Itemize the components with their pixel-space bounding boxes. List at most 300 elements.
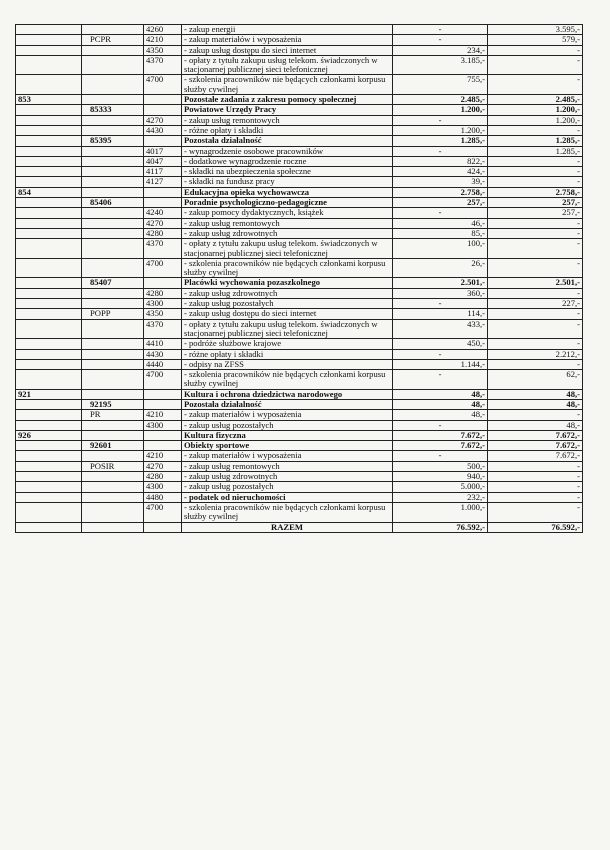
division-cell bbox=[16, 441, 82, 451]
description-cell: - szkolenia pracowników nie będących członkami korpusu służby cywilnej bbox=[182, 75, 393, 95]
paragraph-cell: 4047 bbox=[144, 156, 182, 166]
table-row bbox=[16, 228, 583, 238]
paragraph-cell bbox=[144, 430, 182, 440]
paragraph-cell bbox=[144, 105, 182, 115]
increase-amount-cell: 257,- bbox=[488, 208, 583, 218]
description-cell: - zakup usług zdrowotnych bbox=[182, 228, 393, 238]
chapter-cell bbox=[82, 167, 144, 177]
total-row bbox=[16, 522, 583, 532]
increase-amount-cell: - bbox=[488, 167, 583, 177]
division-cell bbox=[16, 359, 82, 369]
table-row bbox=[16, 218, 583, 228]
description-cell: - podatek od nieruchomości bbox=[182, 492, 393, 502]
chapter-cell bbox=[82, 75, 144, 95]
division-cell bbox=[16, 156, 82, 166]
paragraph-cell: 4440 bbox=[144, 359, 182, 369]
increase-amount-cell: - bbox=[488, 319, 583, 339]
decrease-amount-cell: 822,- bbox=[393, 156, 488, 166]
decrease-amount-cell: 232,- bbox=[393, 492, 488, 502]
division-cell bbox=[16, 35, 82, 45]
division-cell bbox=[16, 105, 82, 115]
increase-amount-cell: 1.200,- bbox=[488, 115, 583, 125]
description-cell: - składki na fundusz pracy bbox=[182, 177, 393, 187]
decrease-amount-cell: - bbox=[393, 370, 488, 390]
division-cell bbox=[16, 349, 82, 359]
division-cell bbox=[16, 55, 82, 75]
increase-amount-cell: 3.595,- bbox=[488, 25, 583, 35]
table-row bbox=[16, 75, 583, 95]
table-row bbox=[16, 339, 583, 349]
decrease-amount-cell: - bbox=[393, 349, 488, 359]
division-cell bbox=[16, 278, 82, 288]
paragraph-cell: 4370 bbox=[144, 239, 182, 259]
description-cell: Kultura fizyczna bbox=[182, 430, 393, 440]
table-row bbox=[16, 359, 583, 369]
description-cell: - składki na ubezpieczenia społeczne bbox=[182, 167, 393, 177]
table-row bbox=[16, 349, 583, 359]
paragraph-cell: 4350 bbox=[144, 45, 182, 55]
table-row bbox=[16, 370, 583, 390]
paragraph-cell: 4700 bbox=[144, 502, 182, 522]
division-cell bbox=[16, 228, 82, 238]
paragraph-cell: 4410 bbox=[144, 339, 182, 349]
paragraph-cell bbox=[144, 136, 182, 146]
chapter-cell bbox=[82, 492, 144, 502]
increase-amount-cell: - bbox=[488, 461, 583, 471]
decrease-amount-cell: - bbox=[393, 115, 488, 125]
decrease-amount-cell: 3.185,- bbox=[393, 55, 488, 75]
chapter-cell: PCPR bbox=[82, 35, 144, 45]
decrease-amount-cell: - bbox=[393, 25, 488, 35]
paragraph-cell: 4300 bbox=[144, 299, 182, 309]
paragraph-cell bbox=[144, 389, 182, 399]
decrease-amount-cell: 76.592,- bbox=[393, 522, 488, 532]
paragraph-cell: 4430 bbox=[144, 349, 182, 359]
chapter-cell bbox=[82, 95, 144, 105]
table-row bbox=[16, 115, 583, 125]
decrease-amount-cell: 1.200,- bbox=[393, 125, 488, 135]
description-cell: - wynagrodzenie osobowe pracowników bbox=[182, 146, 393, 156]
section-row bbox=[16, 430, 583, 440]
table-row bbox=[16, 25, 583, 35]
chapter-cell bbox=[82, 156, 144, 166]
chapter-cell: POPP bbox=[82, 309, 144, 319]
increase-amount-cell: 48,- bbox=[488, 420, 583, 430]
paragraph-cell: 4370 bbox=[144, 55, 182, 75]
decrease-amount-cell: - bbox=[393, 299, 488, 309]
division-cell bbox=[16, 177, 82, 187]
chapter-cell bbox=[82, 25, 144, 35]
description-cell: - dodatkowe wynagrodzenie roczne bbox=[182, 156, 393, 166]
description-cell: Poradnie psychologiczno-pedagogiczne bbox=[182, 198, 393, 208]
chapter-cell bbox=[82, 522, 144, 532]
increase-amount-cell: - bbox=[488, 309, 583, 319]
paragraph-cell: 4117 bbox=[144, 167, 182, 177]
description-cell: - zakup materiałów i wyposażenia bbox=[182, 451, 393, 461]
paragraph-cell: 4370 bbox=[144, 319, 182, 339]
chapter-cell: 85395 bbox=[82, 136, 144, 146]
division-cell bbox=[16, 370, 82, 390]
chapter-cell bbox=[82, 420, 144, 430]
section-row bbox=[16, 389, 583, 399]
paragraph-cell: 4700 bbox=[144, 370, 182, 390]
description-cell: Edukacyjna opieka wychowawcza bbox=[182, 187, 393, 197]
decrease-amount-cell: 424,- bbox=[393, 167, 488, 177]
division-cell bbox=[16, 258, 82, 278]
description-cell: - szkolenia pracowników nie będących członkami korpusu służby cywilnej bbox=[182, 258, 393, 278]
division-cell bbox=[16, 451, 82, 461]
division-cell bbox=[16, 239, 82, 259]
budget-table bbox=[15, 24, 583, 533]
increase-amount-cell: - bbox=[488, 410, 583, 420]
decrease-amount-cell: 433,- bbox=[393, 319, 488, 339]
table-row bbox=[16, 45, 583, 55]
division-cell bbox=[16, 136, 82, 146]
increase-amount-cell: 2.485,- bbox=[488, 95, 583, 105]
paragraph-cell: 4350 bbox=[144, 309, 182, 319]
table-row bbox=[16, 410, 583, 420]
division-cell bbox=[16, 522, 82, 532]
chapter-cell bbox=[82, 451, 144, 461]
division-cell: 926 bbox=[16, 430, 82, 440]
increase-amount-cell: 76.592,- bbox=[488, 522, 583, 532]
paragraph-cell bbox=[144, 198, 182, 208]
description-cell: - zakup materiałów i wyposażenia bbox=[182, 410, 393, 420]
table-row bbox=[16, 239, 583, 259]
chapter-cell bbox=[82, 430, 144, 440]
decrease-amount-cell: 48,- bbox=[393, 389, 488, 399]
decrease-amount-cell: 1.200,- bbox=[393, 105, 488, 115]
decrease-amount-cell: 48,- bbox=[393, 410, 488, 420]
table-row bbox=[16, 461, 583, 471]
chapter-cell bbox=[82, 177, 144, 187]
division-cell: 854 bbox=[16, 187, 82, 197]
chapter-cell bbox=[82, 218, 144, 228]
description-cell: - zakup usług dostępu do sieci internet bbox=[182, 309, 393, 319]
chapter-cell bbox=[82, 125, 144, 135]
decrease-amount-cell: 26,- bbox=[393, 258, 488, 278]
increase-amount-cell: - bbox=[488, 492, 583, 502]
division-cell bbox=[16, 472, 82, 482]
description-cell: - zakup pomocy dydaktycznych, książek bbox=[182, 208, 393, 218]
increase-amount-cell: 1.285,- bbox=[488, 136, 583, 146]
description-cell: - opłaty z tytułu zakupu usług telekom. świadczonych w stacjonarnej publicznej sieci telefonicznej bbox=[182, 239, 393, 259]
description-cell: - szkolenia pracowników nie będących członkami korpusu służby cywilnej bbox=[182, 502, 393, 522]
division-cell bbox=[16, 319, 82, 339]
description-cell: - szkolenia pracowników nie będących członkami korpusu służby cywilnej bbox=[182, 370, 393, 390]
division-cell bbox=[16, 461, 82, 471]
chapter-cell bbox=[82, 472, 144, 482]
increase-amount-cell: - bbox=[488, 258, 583, 278]
paragraph-cell bbox=[144, 522, 182, 532]
paragraph-cell: 4300 bbox=[144, 420, 182, 430]
table-row bbox=[16, 420, 583, 430]
table-row bbox=[16, 167, 583, 177]
division-cell bbox=[16, 399, 82, 409]
chapter-cell: 85407 bbox=[82, 278, 144, 288]
chapter-cell bbox=[82, 258, 144, 278]
division-cell bbox=[16, 482, 82, 492]
increase-amount-cell: 257,- bbox=[488, 198, 583, 208]
decrease-amount-cell: 500,- bbox=[393, 461, 488, 471]
paragraph-cell: 4260 bbox=[144, 25, 182, 35]
decrease-amount-cell: 2.758,- bbox=[393, 187, 488, 197]
description-cell: - opłaty z tytułu zakupu usług telekom. świadczonych w stacjonarnej publicznej sieci telefonicznej bbox=[182, 55, 393, 75]
table-row bbox=[16, 156, 583, 166]
chapter-cell bbox=[82, 319, 144, 339]
description-cell: - zakup usług pozostałych bbox=[182, 420, 393, 430]
decrease-amount-cell: 234,- bbox=[393, 45, 488, 55]
increase-amount-cell: - bbox=[488, 218, 583, 228]
paragraph-cell: 4210 bbox=[144, 410, 182, 420]
decrease-amount-cell: 450,- bbox=[393, 339, 488, 349]
decrease-amount-cell: 5.000,- bbox=[393, 482, 488, 492]
description-cell: - różne opłaty i składki bbox=[182, 125, 393, 135]
paragraph-cell bbox=[144, 187, 182, 197]
section-row bbox=[16, 187, 583, 197]
decrease-amount-cell: 360,- bbox=[393, 288, 488, 298]
decrease-amount-cell: 48,- bbox=[393, 399, 488, 409]
table-row bbox=[16, 55, 583, 75]
table-row bbox=[16, 482, 583, 492]
division-cell bbox=[16, 167, 82, 177]
decrease-amount-cell: 2.501,- bbox=[393, 278, 488, 288]
description-cell: Placówki wychowania pozaszkolnego bbox=[182, 278, 393, 288]
increase-amount-cell: - bbox=[488, 359, 583, 369]
increase-amount-cell: 7.672,- bbox=[488, 430, 583, 440]
paragraph-cell: 4270 bbox=[144, 218, 182, 228]
description-cell: - zakup usług zdrowotnych bbox=[182, 472, 393, 482]
chapter-cell bbox=[82, 208, 144, 218]
description-cell: - zakup energii bbox=[182, 25, 393, 35]
table-row bbox=[16, 451, 583, 461]
description-cell: - opłaty z tytułu zakupu usług telekom. świadczonych w stacjonarnej publicznej sieci telefonicznej bbox=[182, 319, 393, 339]
increase-amount-cell: - bbox=[488, 75, 583, 95]
chapter-cell bbox=[82, 370, 144, 390]
decrease-amount-cell: - bbox=[393, 208, 488, 218]
increase-amount-cell: 48,- bbox=[488, 399, 583, 409]
chapter-cell bbox=[82, 187, 144, 197]
chapter-cell: 92195 bbox=[82, 399, 144, 409]
decrease-amount-cell: 85,- bbox=[393, 228, 488, 238]
table-row bbox=[16, 258, 583, 278]
description-cell: - odpisy na ZFSS bbox=[182, 359, 393, 369]
division-cell bbox=[16, 299, 82, 309]
description-cell: Pozostała działalność bbox=[182, 136, 393, 146]
increase-amount-cell: 7.672,- bbox=[488, 451, 583, 461]
division-cell bbox=[16, 198, 82, 208]
chapter-cell bbox=[82, 339, 144, 349]
increase-amount-cell: 1.200,- bbox=[488, 105, 583, 115]
chapter-cell: 92601 bbox=[82, 441, 144, 451]
division-cell bbox=[16, 125, 82, 135]
decrease-amount-cell: 39,- bbox=[393, 177, 488, 187]
division-cell bbox=[16, 410, 82, 420]
description-cell: - zakup materiałów i wyposażenia bbox=[182, 35, 393, 45]
paragraph-cell bbox=[144, 95, 182, 105]
increase-amount-cell: 62,- bbox=[488, 370, 583, 390]
increase-amount-cell: 2.212,- bbox=[488, 349, 583, 359]
increase-amount-cell: - bbox=[488, 45, 583, 55]
chapter-cell bbox=[82, 389, 144, 399]
decrease-amount-cell: 100,- bbox=[393, 239, 488, 259]
table-row bbox=[16, 319, 583, 339]
chapter-cell: POSIR bbox=[82, 461, 144, 471]
paragraph-cell: 4280 bbox=[144, 228, 182, 238]
section-row bbox=[16, 136, 583, 146]
increase-amount-cell: - bbox=[488, 288, 583, 298]
division-cell: 921 bbox=[16, 389, 82, 399]
decrease-amount-cell: 7.672,- bbox=[393, 441, 488, 451]
division-cell bbox=[16, 115, 82, 125]
decrease-amount-cell: - bbox=[393, 35, 488, 45]
chapter-cell: 85333 bbox=[82, 105, 144, 115]
description-cell: RAZEM bbox=[182, 522, 393, 532]
division-cell: 853 bbox=[16, 95, 82, 105]
increase-amount-cell: - bbox=[488, 228, 583, 238]
increase-amount-cell: 1.285,- bbox=[488, 146, 583, 156]
chapter-cell bbox=[82, 55, 144, 75]
table-row bbox=[16, 299, 583, 309]
increase-amount-cell: - bbox=[488, 239, 583, 259]
increase-amount-cell: - bbox=[488, 125, 583, 135]
paragraph-cell: 4210 bbox=[144, 35, 182, 45]
paragraph-cell: 4280 bbox=[144, 288, 182, 298]
description-cell: - zakup usług remontowych bbox=[182, 218, 393, 228]
description-cell: Powiatowe Urzędy Pracy bbox=[182, 105, 393, 115]
increase-amount-cell: 227,- bbox=[488, 299, 583, 309]
increase-amount-cell: - bbox=[488, 502, 583, 522]
paragraph-cell bbox=[144, 399, 182, 409]
paragraph-cell: 4270 bbox=[144, 461, 182, 471]
increase-amount-cell: 579,- bbox=[488, 35, 583, 45]
section-row bbox=[16, 198, 583, 208]
increase-amount-cell: 7.672,- bbox=[488, 441, 583, 451]
chapter-cell bbox=[82, 288, 144, 298]
division-cell bbox=[16, 288, 82, 298]
description-cell: Obiekty sportowe bbox=[182, 441, 393, 451]
section-row bbox=[16, 278, 583, 288]
decrease-amount-cell: 755,- bbox=[393, 75, 488, 95]
decrease-amount-cell: 46,- bbox=[393, 218, 488, 228]
paragraph-cell: 4480 bbox=[144, 492, 182, 502]
description-cell: - zakup usług pozostałych bbox=[182, 299, 393, 309]
description-cell: - zakup usług zdrowotnych bbox=[182, 288, 393, 298]
decrease-amount-cell: 1.000,- bbox=[393, 502, 488, 522]
division-cell bbox=[16, 420, 82, 430]
paragraph-cell: 4280 bbox=[144, 472, 182, 482]
decrease-amount-cell: - bbox=[393, 451, 488, 461]
section-row bbox=[16, 441, 583, 451]
increase-amount-cell: - bbox=[488, 472, 583, 482]
decrease-amount-cell: - bbox=[393, 146, 488, 156]
paragraph-cell bbox=[144, 441, 182, 451]
chapter-cell bbox=[82, 146, 144, 156]
chapter-cell bbox=[82, 45, 144, 55]
division-cell bbox=[16, 339, 82, 349]
paragraph-cell: 4300 bbox=[144, 482, 182, 492]
section-row bbox=[16, 105, 583, 115]
increase-amount-cell: - bbox=[488, 177, 583, 187]
increase-amount-cell: 2.501,- bbox=[488, 278, 583, 288]
table-row bbox=[16, 492, 583, 502]
decrease-amount-cell: 257,- bbox=[393, 198, 488, 208]
description-cell: - podróże służbowe krajowe bbox=[182, 339, 393, 349]
chapter-cell bbox=[82, 349, 144, 359]
division-cell bbox=[16, 309, 82, 319]
table-row bbox=[16, 472, 583, 482]
paragraph-cell: 4240 bbox=[144, 208, 182, 218]
division-cell bbox=[16, 502, 82, 522]
increase-amount-cell: - bbox=[488, 156, 583, 166]
decrease-amount-cell: - bbox=[393, 420, 488, 430]
table-row bbox=[16, 35, 583, 45]
division-cell bbox=[16, 492, 82, 502]
table-row bbox=[16, 502, 583, 522]
section-row bbox=[16, 95, 583, 105]
paragraph-cell: 4700 bbox=[144, 258, 182, 278]
chapter-cell bbox=[82, 115, 144, 125]
description-cell: Pozostałe zadania z zakresu pomocy społecznej bbox=[182, 95, 393, 105]
table-row bbox=[16, 288, 583, 298]
description-cell: - zakup usług dostępu do sieci internet bbox=[182, 45, 393, 55]
chapter-cell bbox=[82, 359, 144, 369]
table-row bbox=[16, 309, 583, 319]
division-cell bbox=[16, 25, 82, 35]
paragraph-cell bbox=[144, 278, 182, 288]
decrease-amount-cell: 2.485,- bbox=[393, 95, 488, 105]
paragraph-cell: 4700 bbox=[144, 75, 182, 95]
table-row bbox=[16, 208, 583, 218]
division-cell bbox=[16, 208, 82, 218]
division-cell bbox=[16, 75, 82, 95]
description-cell: - zakup usług pozostałych bbox=[182, 482, 393, 492]
paragraph-cell: 4430 bbox=[144, 125, 182, 135]
budget-table-body bbox=[16, 25, 583, 533]
description-cell: - zakup usług remontowych bbox=[182, 461, 393, 471]
decrease-amount-cell: 114,- bbox=[393, 309, 488, 319]
decrease-amount-cell: 940,- bbox=[393, 472, 488, 482]
division-cell bbox=[16, 45, 82, 55]
table-row bbox=[16, 125, 583, 135]
increase-amount-cell: - bbox=[488, 339, 583, 349]
increase-amount-cell: - bbox=[488, 55, 583, 75]
chapter-cell bbox=[82, 482, 144, 492]
chapter-cell: PR bbox=[82, 410, 144, 420]
division-cell bbox=[16, 146, 82, 156]
section-row bbox=[16, 399, 583, 409]
chapter-cell bbox=[82, 299, 144, 309]
paragraph-cell: 4210 bbox=[144, 451, 182, 461]
description-cell: Pozostała działalność bbox=[182, 399, 393, 409]
description-cell: Kultura i ochrona dziedzictwa narodowego bbox=[182, 389, 393, 399]
paragraph-cell: 4017 bbox=[144, 146, 182, 156]
paragraph-cell: 4127 bbox=[144, 177, 182, 187]
table-row bbox=[16, 177, 583, 187]
chapter-cell bbox=[82, 228, 144, 238]
decrease-amount-cell: 1.285,- bbox=[393, 136, 488, 146]
chapter-cell bbox=[82, 502, 144, 522]
description-cell: - zakup usług remontowych bbox=[182, 115, 393, 125]
decrease-amount-cell: 1.144,- bbox=[393, 359, 488, 369]
increase-amount-cell: 48,- bbox=[488, 389, 583, 399]
description-cell: - różne opłaty i składki bbox=[182, 349, 393, 359]
chapter-cell bbox=[82, 239, 144, 259]
division-cell bbox=[16, 218, 82, 228]
chapter-cell: 85406 bbox=[82, 198, 144, 208]
paragraph-cell: 4270 bbox=[144, 115, 182, 125]
increase-amount-cell: - bbox=[488, 482, 583, 492]
